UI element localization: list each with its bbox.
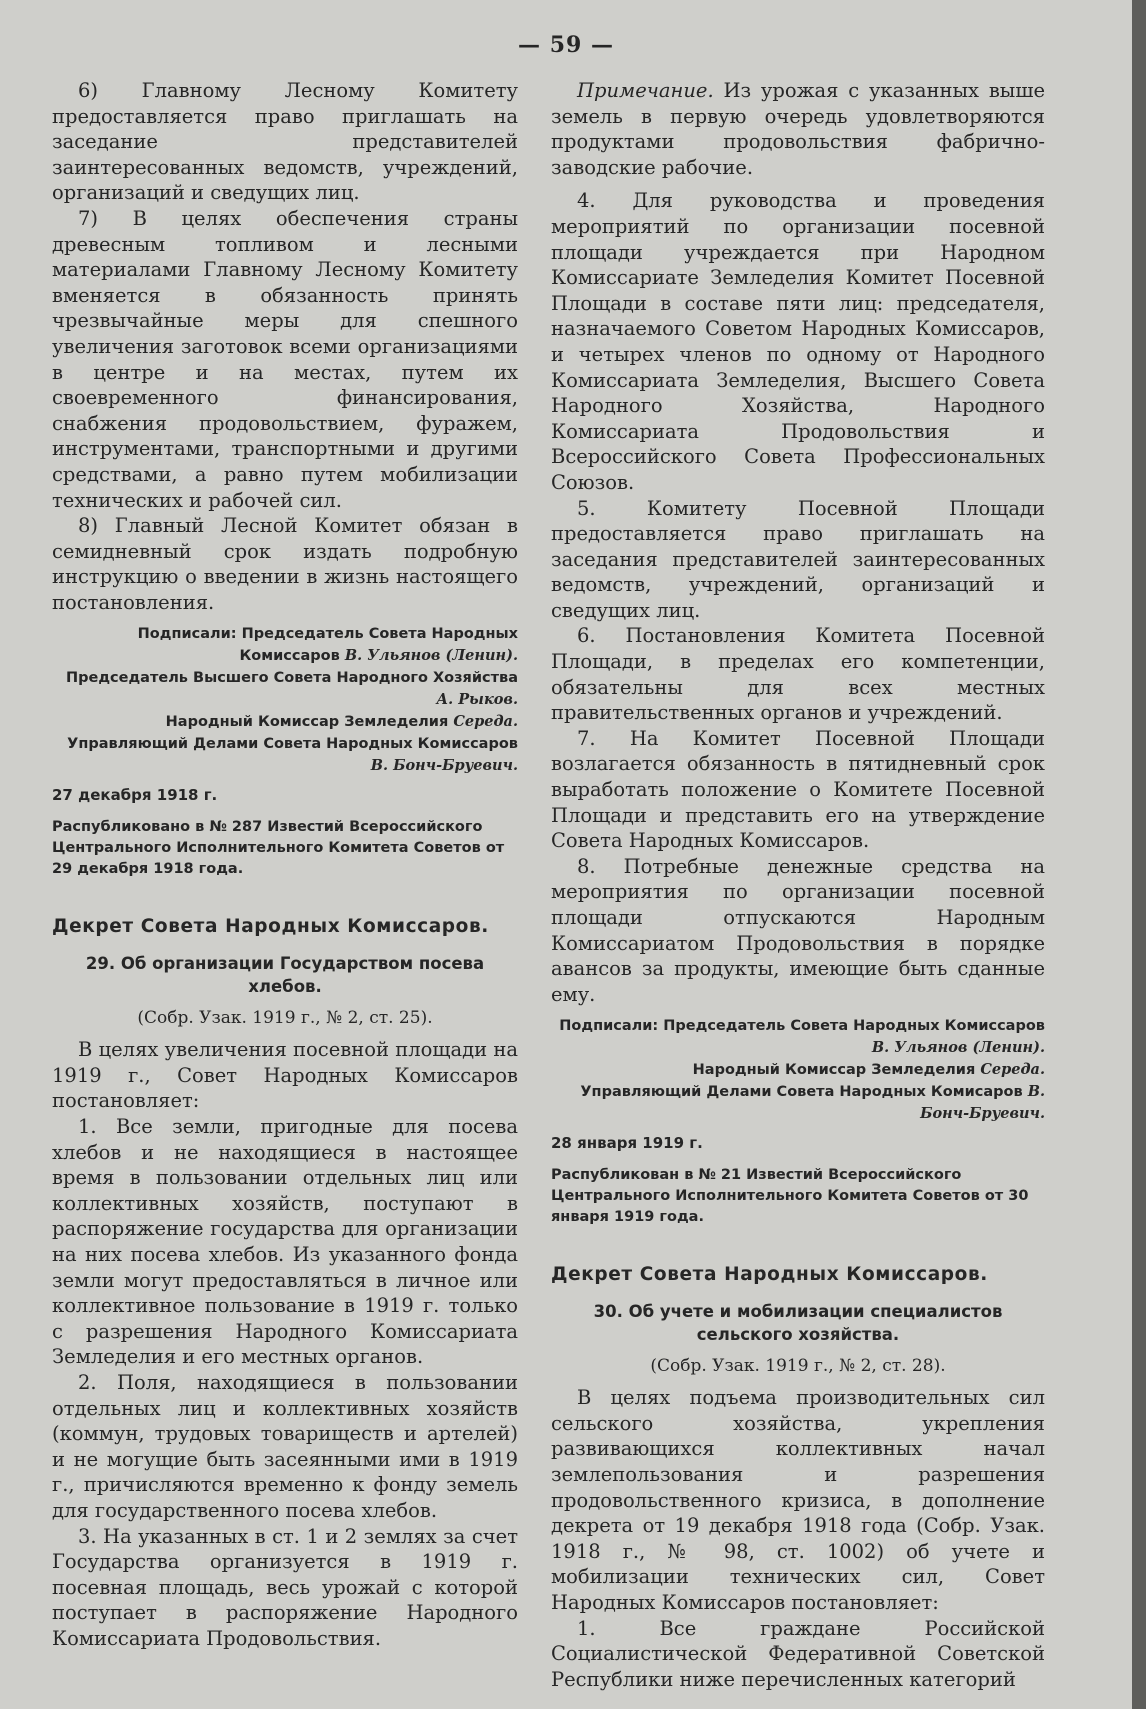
article-8: 8. Потребные денежные средства на мероприятия по организации посевной площади отпускаются Народным Комиссариатом Продовольствия в порядке авансов за продукты, имеющие быть сданные ему. bbox=[551, 854, 1045, 1006]
article-4: 4. Для руководства и проведения мероприятий по организации посевной площади учреждается при Народном Комиссариате Земледелия Комитет Посевной Площади в составе пяти лиц: председателя, назначаемого Советом Народных Комиссаров, и четырех членов по одному от Народного Комиссариата Земледелия, Высшего Совета Народного Хозяйства, Народного Комиссариата Продовольствия и Всероссийского Совета Профессиональных Союзов. bbox=[551, 189, 1045, 494]
article-5: 5. Комитету Посевной Площади предоставляется право приглашать на заседания представителей заинтересованных ведомств, учреждений, организаций и сведущих лиц. bbox=[551, 496, 1045, 622]
signature-line: Председатель Высшего Совета Народного Хозяйства А. Рыков. bbox=[65, 670, 518, 709]
note-paragraph: Примечание. Из урожая с указанных выше земель в первую очередь удовлетворяются продуктами продовольствия фабрично-заводские рабочие. bbox=[551, 79, 1045, 179]
scan-edge bbox=[1132, 0, 1146, 1709]
article-7: 7. На Комитет Посевной Площади возлагается обязанность в пятидневный срок выработать положение о Комитете Посевной Площади и представить его на утверждение Совета Народных Комиссаров. bbox=[551, 726, 1045, 853]
page-number: — 59 — bbox=[518, 32, 614, 58]
article-source: (Собр. Узак. 1919 г., № 2, ст. 25). bbox=[137, 1007, 433, 1028]
article-2: 2. Поля, находящиеся в пользовании отдельных лиц и коллективных хозяйств (коммун, трудовых товариществ и артелей) и не могущие быть засеянными ими в 1919 г., причисляются временно к фонду земель для государственного посева хлебов. bbox=[52, 1370, 518, 1522]
decree-date: 27 декабря 1918 г. bbox=[52, 786, 218, 805]
article-6: 6. Постановления Комитета Посевной Площади, в пределах его компетенции, обязательны для всех местных правительственных органов и учреждений. bbox=[551, 624, 1045, 725]
right-column bbox=[551, 78, 1045, 1692]
decree-date: 28 января 1919 г. bbox=[551, 1134, 703, 1153]
paragraph-8: 8) Главный Лесной Комитет обязан в семидневный срок издать подробную инструкцию о введении в жизнь настоящего постановления. bbox=[52, 514, 518, 614]
signature-line: Подписали: Председатель Совета Народных Комиссаров В. Ульянов (Ленин). bbox=[559, 1018, 1045, 1057]
publication-note: Распубликовано в № 287 Известий Всероссийского Центрального Исполнительного Комитета Советов от 29 декабря 1918 года. bbox=[52, 819, 505, 878]
signature-line: Управляющий Делами Совета Народных Комиссаров В. Бонч-Бруевич. bbox=[67, 736, 518, 775]
article-1: 1. Все земли, пригодные для посева хлебов и не находящиеся в настоящее время в пользовании отдельных лиц или коллективных хозяйств, поступают в распоряжение государства для организации на них посева хлебов. Из указанного фонда земли могут предоставляться в личное или коллективное пользование в 1919 г. только с разрешения Народного Комиссариата Земледелия и его местных органов. bbox=[52, 1115, 518, 1369]
decree-heading: Декрет Совета Народных Комиссаров. bbox=[52, 916, 489, 938]
signature-line: Подписали: Председатель Совета Народных Комиссаров В. Ульянов (Ленин). bbox=[137, 626, 518, 665]
signature-line: Народный Комиссар Земледелия Середа. bbox=[692, 1061, 1045, 1079]
decree-heading: Декрет Совета Народных Комиссаров. bbox=[551, 1263, 988, 1285]
publication-note: Распубликован в № 21 Известий Всероссийского Центрального Исполнительного Комитета Советов от 30 января 1919 года. bbox=[551, 1166, 1029, 1225]
article-1: 1. Все граждане Российской Социалистической Федеративной Советской Республики ниже перечисленных категорий bbox=[551, 1616, 1045, 1691]
article-title: 29. Об организации Государством посева хлебов. bbox=[85, 953, 485, 996]
article-3: 3. На указанных в ст. 1 и 2 землях за счет Государства организуется в 1919 г. посевная площадь, весь урожай с которой поступает в распоряжение Народного Комиссариата Продовольствия. bbox=[52, 1524, 518, 1650]
signature-block bbox=[551, 1015, 1045, 1125]
signature-block bbox=[52, 623, 518, 777]
article-title: 30. Об учете и мобилизации специалистов сельского хозяйства. bbox=[593, 1301, 1003, 1344]
signature-line: Управляющий Делами Совета Народных Комисаров В. Бонч-Бруевич. bbox=[580, 1083, 1045, 1123]
decree-intro: В целях увеличения посевной площади на 1919 г., Совет Народных Комиссаров постановляет: bbox=[52, 1038, 518, 1113]
decree-intro: В целях подъема производительных сил сельского хозяйства, укрепления развивающихся коллективных начал землепользования и разрешения продовольственного кризиса, в дополнение декрета от 19 декабря 1918 года (Собр. Узак. 1918 г., № 98, ст. 1002) об учете и мобилизации технических сил, Совет Народных Комиссаров постановляет: bbox=[551, 1386, 1045, 1614]
note-label: Примечание. bbox=[577, 79, 714, 102]
signature-line: Народный Комиссар Земледелия Середа. bbox=[165, 713, 518, 731]
paragraph-6: 6) Главному Лесному Комитету предоставляется право приглашать на заседание представителей заинтересованных ведомств, учреждений, организаций и сведущих лиц. bbox=[52, 79, 518, 205]
paragraph-7: 7) В целях обеспечения страны древесным топливом и лесными материалами Главному Лесному Комитету вменяется в обязанность принять чрезвычайные меры для спешного увеличения заготовок всеми организациями в центре и на местах, путем их своевременного финансирования, снабжения продовольствием, фуражем, инструментами, транспортными и другими средствами, а равно путем мобилизации технических и рабочей сил. bbox=[52, 206, 518, 512]
left-column bbox=[52, 78, 518, 1652]
article-source: (Собр. Узак. 1919 г., № 2, ст. 28). bbox=[650, 1355, 946, 1376]
